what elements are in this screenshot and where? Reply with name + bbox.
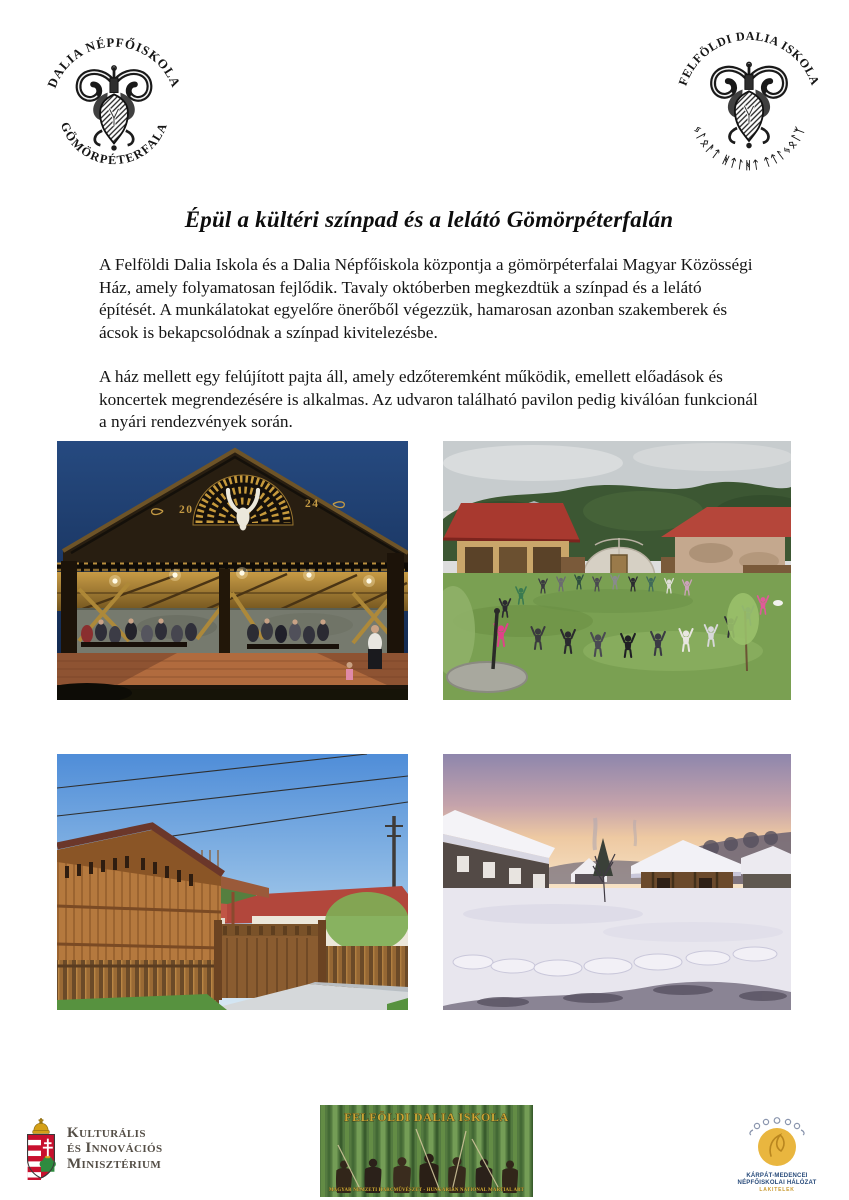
felfoldi-dalia-iskola-logo [661,26,837,176]
article-paragraph-2: A ház mellett egy felújított pajta áll, amely edzőteremként működik, emellett előadások és koncertek megrendezésére is alkalmas. Az udvaron található pavilon pedig kiválóan funkcionál a nyári rendezvények során. [99,367,758,432]
dalia-nepfoiskola-logo [40,28,188,176]
logo-arc-text-bottom: GÖMÖRPÉTERFALA [57,120,171,168]
rovas-script-text: ᛃᛚᛟᚨᛏ ᚻᛏᛚᚻᛏ ᛏᛏᛚᛃᛟᛚᛉ [690,124,808,172]
banner-subtitle: MAGYAR NEMZETI HARCMŰVÉSZET - HUNGARIAN NATIONAL MARTIAL ART [328,1188,525,1193]
ministry-name [67,1126,162,1173]
photo-winter-yard [443,754,791,1010]
gable-year-left: 20 [179,504,194,516]
photo-yard-training [443,441,791,700]
network-emblem-icon [733,1116,821,1168]
network-location: LAKITELEK [759,1187,795,1193]
felfoldi-dalia-iskola-emblem-icon [661,26,837,176]
ministry-name-line: Minisztérium [67,1155,162,1172]
ministry-logo [25,1118,162,1180]
hungarian-coat-of-arms-icon [25,1118,57,1180]
network-name-line: KÁRPÁT-MEDENCEI [746,1173,808,1179]
pavilion-roof [443,503,580,541]
dalia-nepfoiskola-emblem-icon [40,28,188,176]
banner-title: FELFÖLDI DALIA ISKOLA [344,1110,509,1124]
ministry-name-line: és Innovációs [67,1140,163,1157]
article-paragraph-1: A Felföldi Dalia Iskola és a Dalia Népfőiskola központja a gömörpéterfalai Magyar Közösségi Ház, amely folyamatosan fejlődik. Tavaly októberben megkezdtük a színpad és a lelátó építését. A munkálatokat egyelőre önerőből végezzük, hamarosan azonban szakemberek és ácsok is bekapcsolódnak a színpad kivitelezésbe. [99,255,753,342]
photo-stage-night [57,441,408,700]
logo-arc-text-top: FELFÖLDI DALIA ISKOLA [675,28,823,88]
tulip-ornament-icon [713,62,785,148]
network-logo [733,1116,821,1194]
logo-arc-text-top: DALIA NÉPFŐISKOLA [44,35,184,90]
ministry-name-line: Kulturális [67,1124,146,1141]
tulip-ornament-icon [79,66,150,151]
dalia-iskola-banner [320,1105,533,1197]
photo-barn-street [57,754,408,1010]
network-name-line: NÉPFŐISKOLAI HÁLÓZAT [737,1180,817,1186]
article-title: Épül a kültéri színpad és a lelátó Gömörpéterfalán [184,207,674,233]
willow-tree [325,892,408,952]
gable-year-right: 24 [305,498,320,510]
